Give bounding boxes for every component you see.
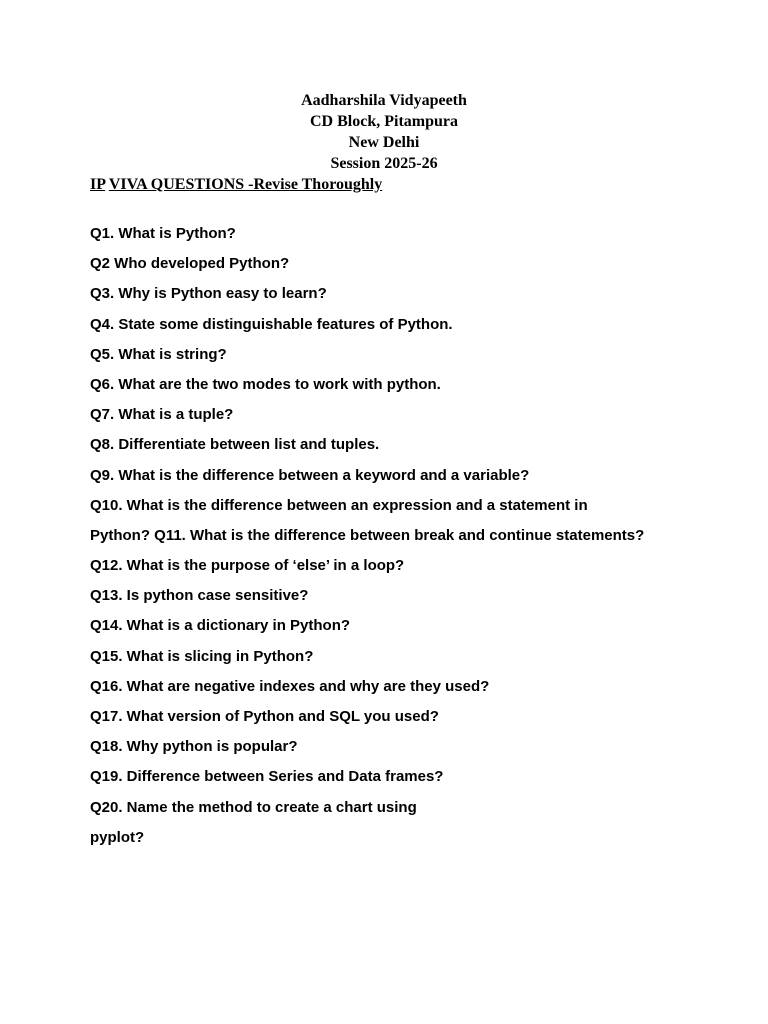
school-name: Aadharshila Vidyapeeth (301, 92, 467, 109)
document-header (0, 90, 768, 174)
question-line: Q4. State some distinguishable features of Python. (90, 315, 453, 333)
school-city: New Delhi (348, 134, 420, 151)
question-line: Q12. What is the purpose of ‘else’ in a loop? (90, 557, 405, 575)
question-line: Python? Q11. What is the difference between break and continue statements? (90, 526, 645, 544)
question-line: Q9. What is the difference between a keyword and a variable? (90, 466, 530, 484)
question-line: Q13. Is python case sensitive? (90, 587, 309, 605)
subject-code: IP (90, 176, 106, 193)
question-line: Q20. Name the method to create a chart using (90, 798, 417, 816)
question-line: Q14. What is a dictionary in Python? (90, 617, 351, 635)
question-line: Q15. What is slicing in Python? (90, 647, 314, 665)
session-label: Session 2025-26 (330, 155, 438, 172)
question-line: Q7. What is a tuple? (90, 406, 234, 424)
question-line: Q18. Why python is popular? (90, 738, 298, 756)
question-line: Q6. What are the two modes to work with python. (90, 375, 441, 393)
question-line: pyplot? (90, 828, 145, 846)
question-line: Q5. What is string? (90, 345, 227, 363)
question-line: Q1. What is Python? (90, 225, 236, 242)
question-line: Q8. Differentiate between list and tuples. (90, 436, 380, 454)
document-title (90, 174, 382, 195)
question-line: Q10. What is the difference between an expression and a statement in (90, 496, 588, 514)
question-line: Q19. Difference between Series and Data frames? (90, 768, 444, 786)
question-line: Q17. What version of Python and SQL you used? (90, 708, 439, 725)
question-line: Q16. What are negative indexes and why are they used? (90, 677, 490, 695)
question-line: Q3. Why is Python easy to learn? (90, 285, 327, 303)
school-address: CD Block, Pitampura (310, 113, 458, 130)
subject-title: VIVA QUESTIONS -Revise Thoroughly (108, 176, 383, 193)
question-line: Q2 Who developed Python? (90, 255, 290, 273)
question-list (90, 224, 730, 858)
